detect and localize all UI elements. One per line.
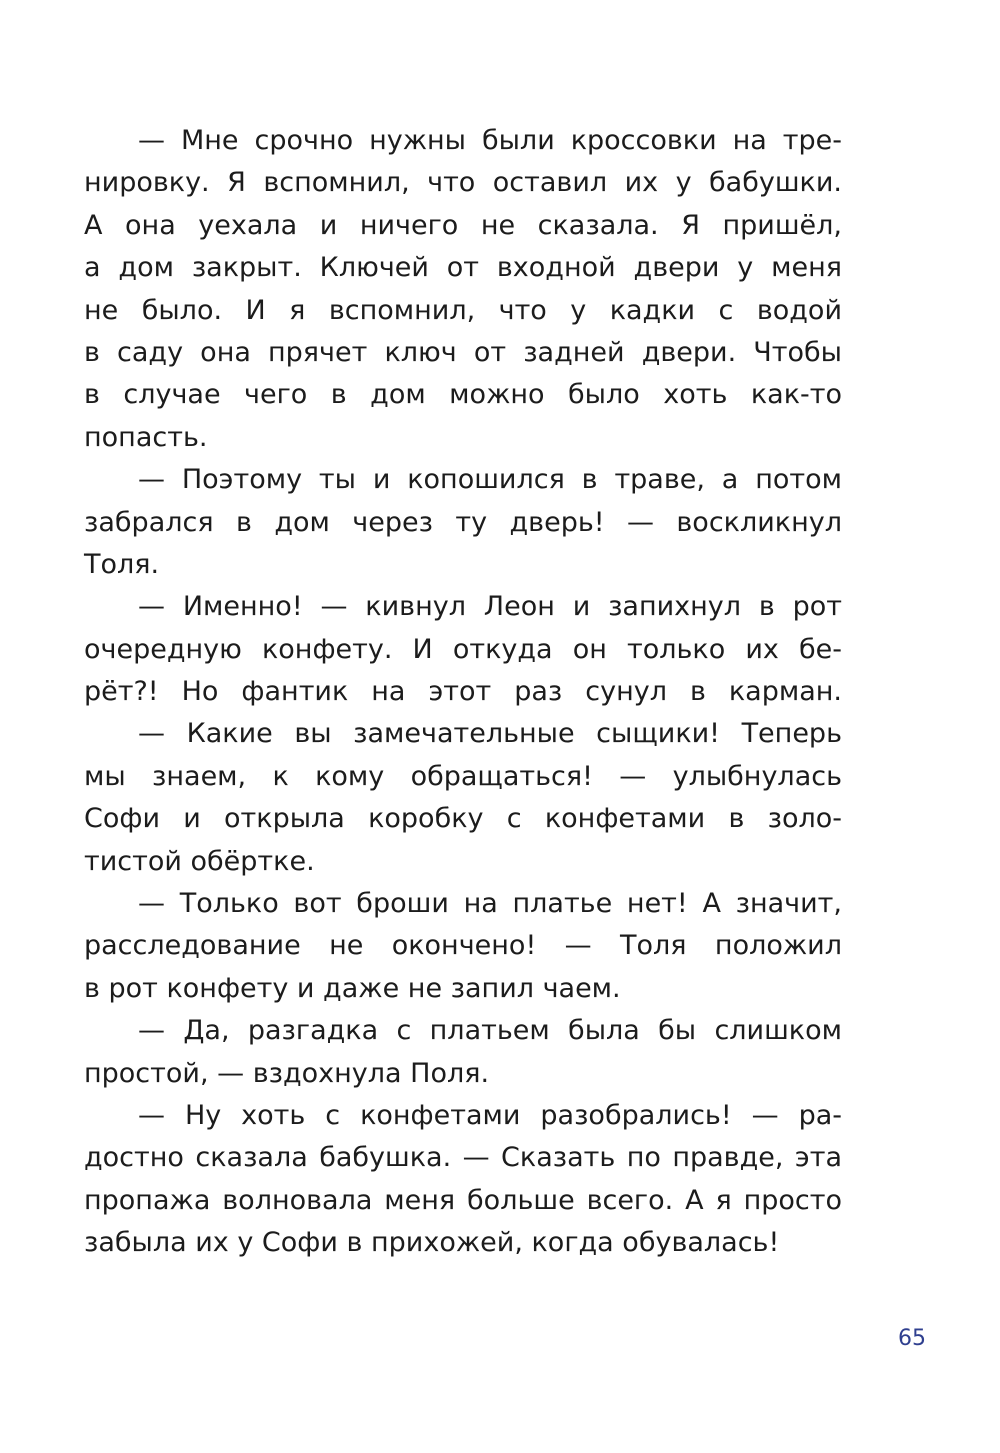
text-line: тистой обёртке. <box>84 845 315 877</box>
text-line: — Какие вы замечательные сыщики! Теперь <box>138 718 842 750</box>
text-line: — Именно! — кивнул Леон и запихнул в рот <box>138 591 842 623</box>
paragraph <box>84 459 842 586</box>
paragraph <box>84 1095 842 1265</box>
body-text <box>84 120 842 1265</box>
text-line: мы знаем, к кому обращаться! — улыбнулась <box>84 760 842 792</box>
text-line: — Мне срочно нужны были кроссовки на тре- <box>138 125 842 156</box>
text-line: не было. И я вспомнил, что у кадки с водой <box>84 294 842 326</box>
text-line: Толя. <box>84 548 160 580</box>
text-line: забрался в дом через ту дверь! — воскликнул <box>84 506 842 538</box>
text-line: рёт?! Но фантик на этот раз сунул в карман. <box>84 676 842 708</box>
text-line: попасть. <box>84 421 208 453</box>
text-line: в саду она прячет ключ от задней двери. Чтобы <box>84 336 842 368</box>
paragraph <box>84 120 842 459</box>
text-line: — Только вот броши на платье нет! А значит, <box>138 888 842 920</box>
paragraph <box>84 586 842 713</box>
page-number: 65 <box>898 1326 926 1351</box>
text-line: — Поэтому ты и копошился в траве, а потом <box>138 464 842 496</box>
text-line: нировку. Я вспомнил, что оставил их у бабушки. <box>84 167 842 199</box>
text-line: А она уехала и ничего не сказала. Я пришёл, <box>84 209 842 241</box>
text-line: расследование не окончено! — Толя положил <box>84 930 842 962</box>
paragraph <box>84 713 842 883</box>
text-line: забыла их у Софи в прихожей, когда обувалась! <box>84 1227 780 1259</box>
text-line: — Да, разгадка с платьем была бы слишком <box>138 1015 842 1047</box>
text-line: Софи и открыла коробку с конфетами в золо- <box>84 803 842 835</box>
text-line: а дом закрыт. Ключей от входной двери у меня <box>84 252 842 284</box>
text-line: достно сказала бабушка. — Сказать по правде, эта <box>84 1142 842 1174</box>
text-line: очередную конфету. И откуда он только их бе- <box>84 633 842 665</box>
paragraph <box>84 883 842 1010</box>
text-line: — Ну хоть с конфетами разобрались! — ра- <box>138 1099 842 1131</box>
text-line: простой, — вздохнула Поля. <box>84 1057 490 1089</box>
text-line: пропажа волновала меня больше всего. А я просто <box>84 1184 842 1216</box>
paragraph <box>84 1010 842 1095</box>
text-line: в рот конфету и даже не запил чаем. <box>84 972 621 1004</box>
text-line: в случае чего в дом можно было хоть как-то <box>84 379 842 411</box>
